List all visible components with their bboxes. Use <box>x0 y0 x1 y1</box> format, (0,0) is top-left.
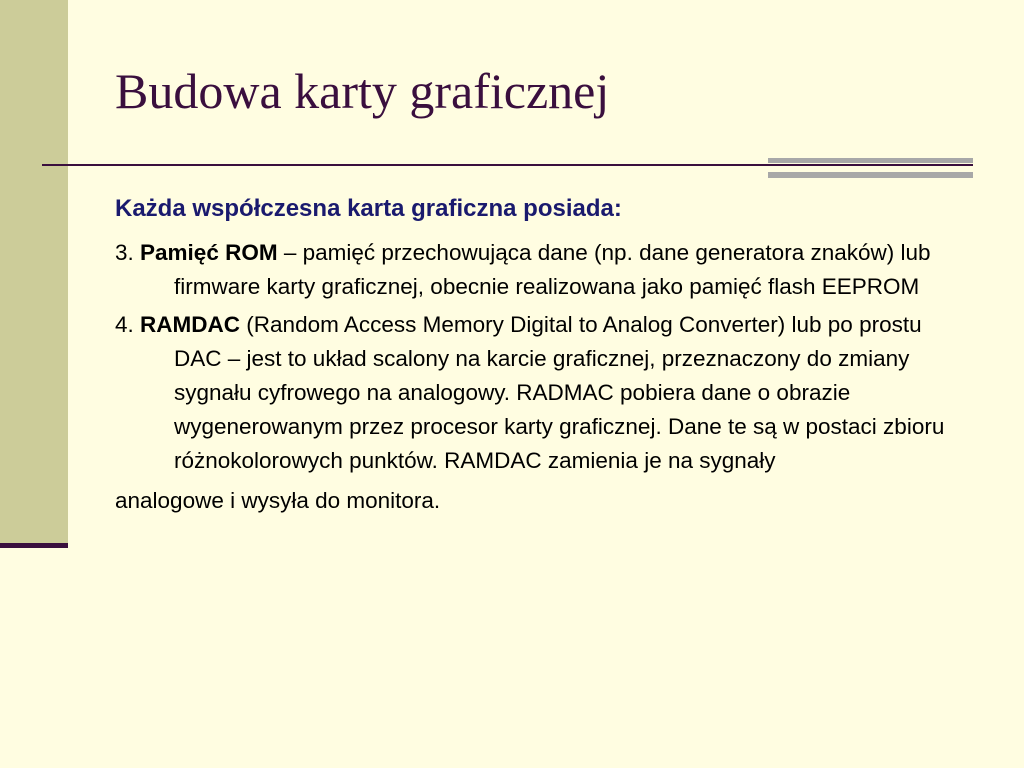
item-number: 4. <box>115 312 134 337</box>
slide-title: Budowa karty graficznej <box>115 63 610 119</box>
side-bar-accent <box>0 543 68 548</box>
title-rule-accent-bottom <box>768 172 973 178</box>
item-text: – pamięć przechowująca dane (np. dane generatora znaków) lub firmware karty graficznej, obecnie realizowana jako pamięć flash EEPROM <box>174 240 931 299</box>
item-term: RAMDAC <box>140 312 241 337</box>
item-text: (Random Access Memory Digital to Analog Converter) lub po prostu DAC – jest to układ scalony na karcie graficznej, przeznaczony do zmiany sygnału cyfrowego na analogowy. RADMAC pobiera dane o obrazie wygenerowanym przez procesor karty graficznej. Dane te są w postaci zbioru różnokolorowych punktów. RAMDAC zamienia je na sygnały <box>174 312 945 473</box>
item-number: 3. <box>115 240 134 265</box>
item-term: Pamięć ROM <box>140 240 278 265</box>
lead-text: Każda współczesna karta graficzna posiada: <box>115 195 622 222</box>
list-item-ramdac <box>115 308 975 518</box>
side-bar <box>0 0 68 545</box>
title-rule <box>42 164 973 166</box>
slide-body <box>115 192 975 522</box>
title-rule-accent-top <box>768 158 973 163</box>
item-text-last-line: analogowe i wysyła do monitora. <box>115 488 441 513</box>
list-item-rom <box>115 236 975 304</box>
